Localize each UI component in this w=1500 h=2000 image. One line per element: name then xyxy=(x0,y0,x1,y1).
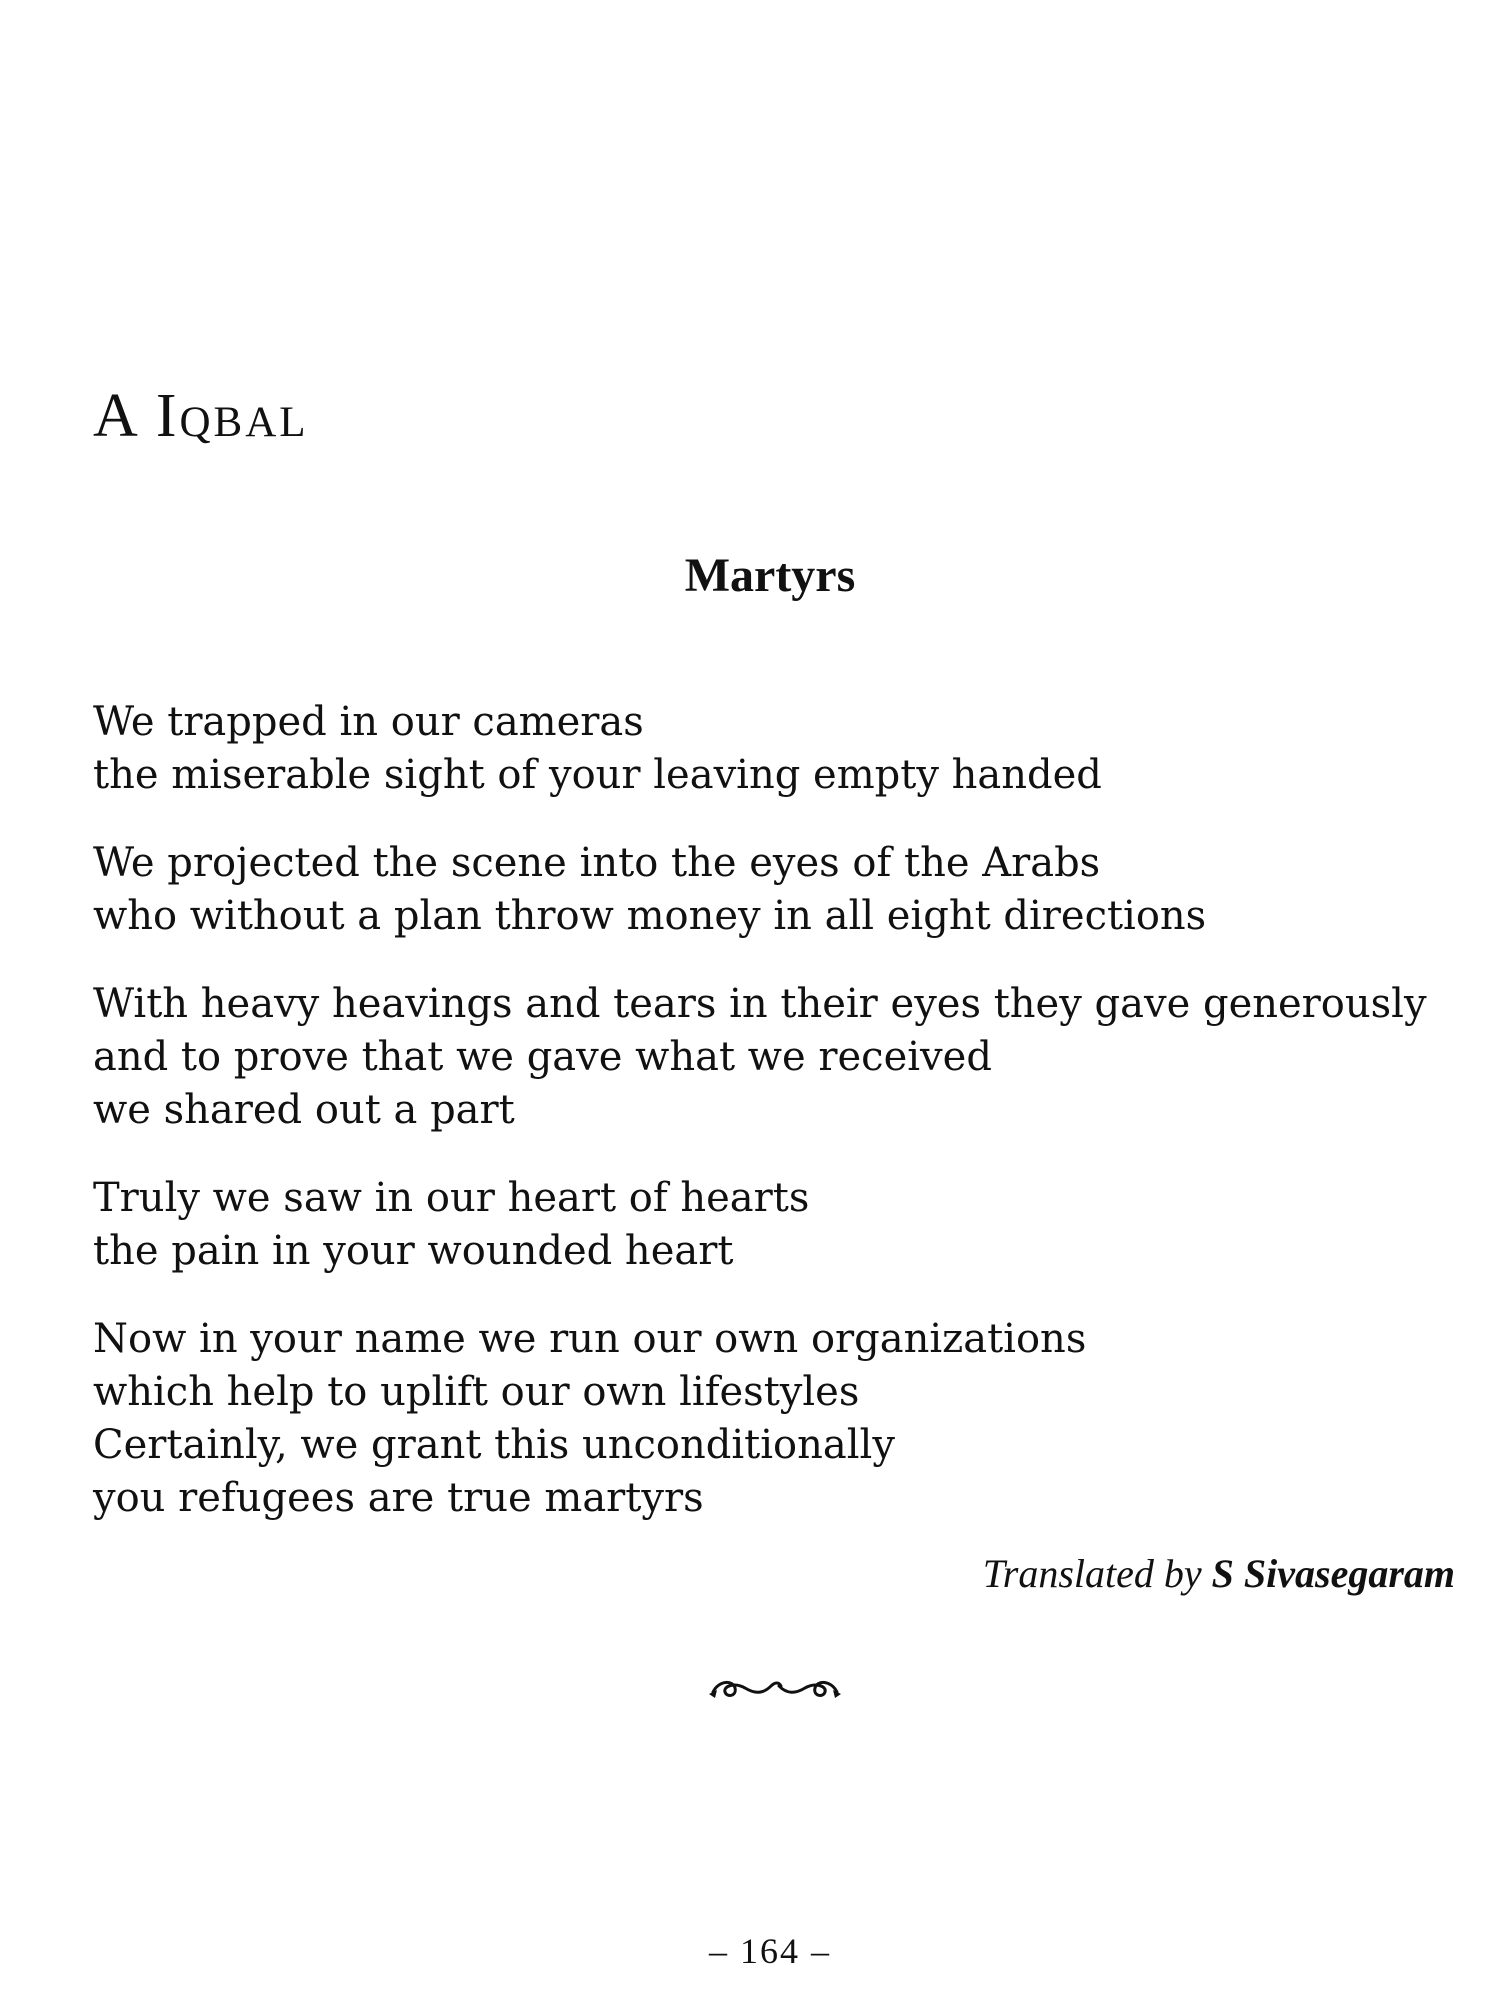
poem-line: Now in your name we run our own organizations xyxy=(93,1316,1087,1362)
page-number: – 164 – xyxy=(709,1931,831,1971)
stanza xyxy=(93,1313,1473,1525)
translator-credit xyxy=(983,1550,1455,1597)
author-name: A Iqbal xyxy=(93,382,309,450)
poem-line: we shared out a part xyxy=(93,1087,515,1133)
poem-line: We trapped in our cameras xyxy=(93,699,644,745)
translator-label: Translated by xyxy=(982,1551,1202,1596)
poem-line: We projected the scene into the eyes of the Arabs xyxy=(93,840,1101,886)
poem-line: you refugees are true martyrs xyxy=(93,1475,704,1521)
poem-body xyxy=(93,696,1473,1560)
poem-line: the miserable sight of your leaving empty handed xyxy=(93,752,1102,798)
translator-name: S Sivasegaram xyxy=(1211,1551,1455,1596)
poem-line: and to prove that we gave what we received xyxy=(93,1034,992,1080)
poem-title: Martyrs xyxy=(684,549,856,602)
stanza xyxy=(93,1172,1473,1278)
stanza xyxy=(93,837,1473,943)
poem-line: who without a plan throw money in all eight directions xyxy=(93,893,1207,939)
poem-line: which help to uplift our own lifestyles xyxy=(93,1369,860,1415)
poem-line: Truly we saw in our heart of hearts xyxy=(93,1175,810,1221)
poem-line: Certainly, we grant this unconditionally xyxy=(93,1422,895,1468)
stanza xyxy=(93,696,1473,802)
poem-line: the pain in your wounded heart xyxy=(93,1228,734,1274)
scroll-ornament-icon xyxy=(705,1666,845,1706)
poem-line: With heavy heavings and tears in their eyes they gave generously xyxy=(93,981,1427,1027)
stanza xyxy=(93,978,1473,1137)
